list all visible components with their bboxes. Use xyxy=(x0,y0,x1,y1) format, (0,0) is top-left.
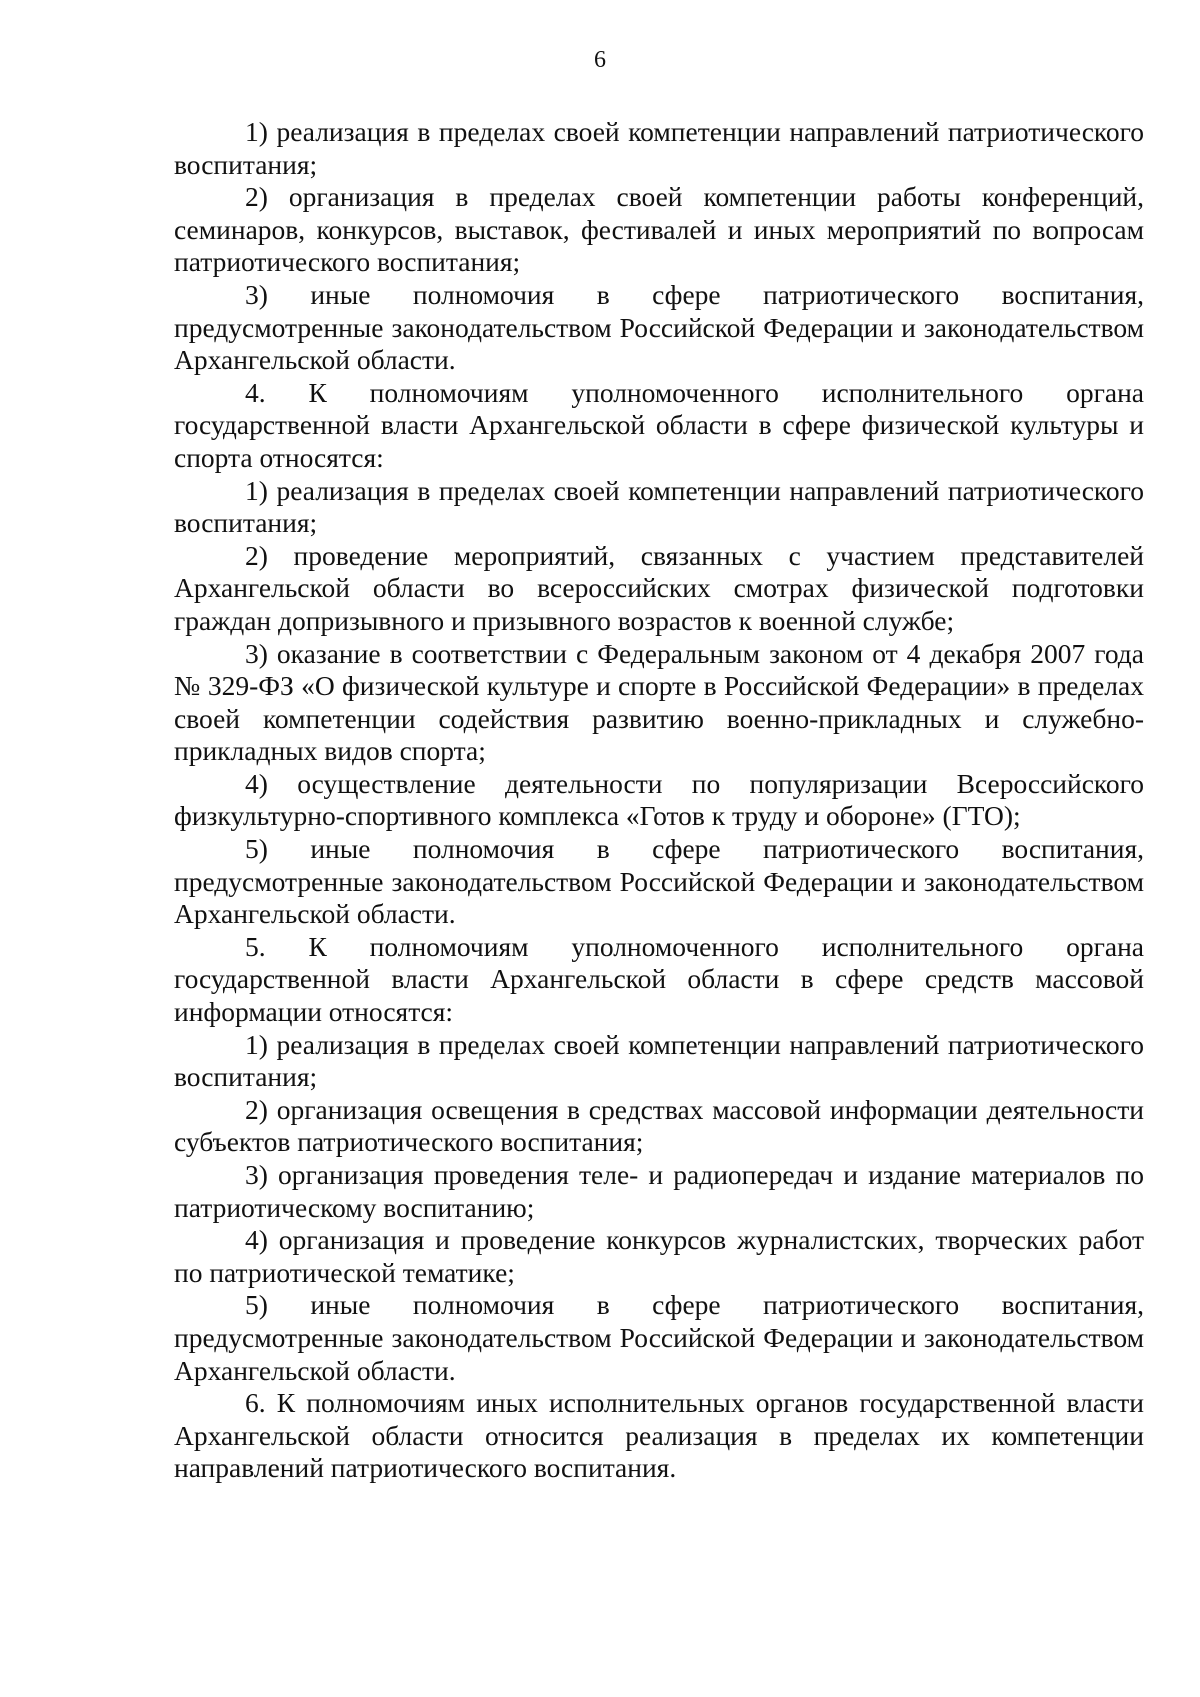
paragraph: 2) организация в пределах своей компетенции работы конференций, семинаров, конкурсов, выставок, фестивалей и иных мероприятий по вопросам патриотического воспитания; xyxy=(174,181,1144,278)
paragraph: 5) иные полномочия в сфере патриотического воспитания, предусмотренные законодательством Российской Федерации и законодательством Архангельской области. xyxy=(174,833,1144,930)
document-body xyxy=(174,116,1144,1485)
paragraph: 6. К полномочиям иных исполнительных органов государственной власти Архангельской области относится реализация в пределах их компетенции направлений патриотического воспитания. xyxy=(174,1387,1144,1484)
paragraph: 3) иные полномочия в сфере патриотического воспитания, предусмотренные законодательством Российской Федерации и законодательством Архангельской области. xyxy=(174,278,1144,376)
paragraph: 4) осуществление деятельности по популяризации Всероссийского физкультурно-спортивного комплекса «Готов к труду и обороне» (ГТО); xyxy=(174,767,1144,832)
paragraph: 5. К полномочиям уполномоченного исполнительного органа государственной власти Архангельской области в сфере средств массовой информации относятся: xyxy=(174,930,1144,1028)
paragraph: 5) иные полномочия в сфере патриотического воспитания, предусмотренные законодательством Российской Федерации и законодательством Архангельской области. xyxy=(174,1289,1144,1386)
paragraph: 4) организация и проведение конкурсов журналистских, творческих работ по патриотической тематике; xyxy=(174,1224,1144,1288)
page-number: 6 xyxy=(594,47,606,73)
paragraph: 2) организация освещения в средствах массовой информации деятельности субъектов патриотического воспитания; xyxy=(174,1093,1144,1158)
paragraph: 4. К полномочиям уполномоченного исполнительного органа государственной власти Архангельской области в сфере физической культуры и спорта относятся: xyxy=(174,376,1144,473)
paragraph: 3) оказание в соответствии с Федеральным законом от 4 декабря 2007 года № 329-ФЗ «О физической культуре и спорте в Российской Федерации» в пределах своей компетенции содействия развитию военно-прикладных и служебно-прикладных видов спорта; xyxy=(174,637,1144,767)
paragraph: 1) реализация в пределах своей компетенции направлений патриотического воспитания; xyxy=(174,116,1144,180)
paragraph: 2) проведение мероприятий, связанных с участием представителей Архангельской области во всероссийских смотрах физической подготовки граждан допризывного и призывного возрастов к военной службе; xyxy=(174,539,1144,636)
paragraph: 3) организация проведения теле- и радиопередач и издание материалов по патриотическому воспитанию; xyxy=(174,1159,1144,1223)
paragraph: 1) реализация в пределах своей компетенции направлений патриотического воспитания; xyxy=(174,474,1144,539)
paragraph: 1) реализация в пределах своей компетенции направлений патриотического воспитания; xyxy=(174,1028,1144,1093)
